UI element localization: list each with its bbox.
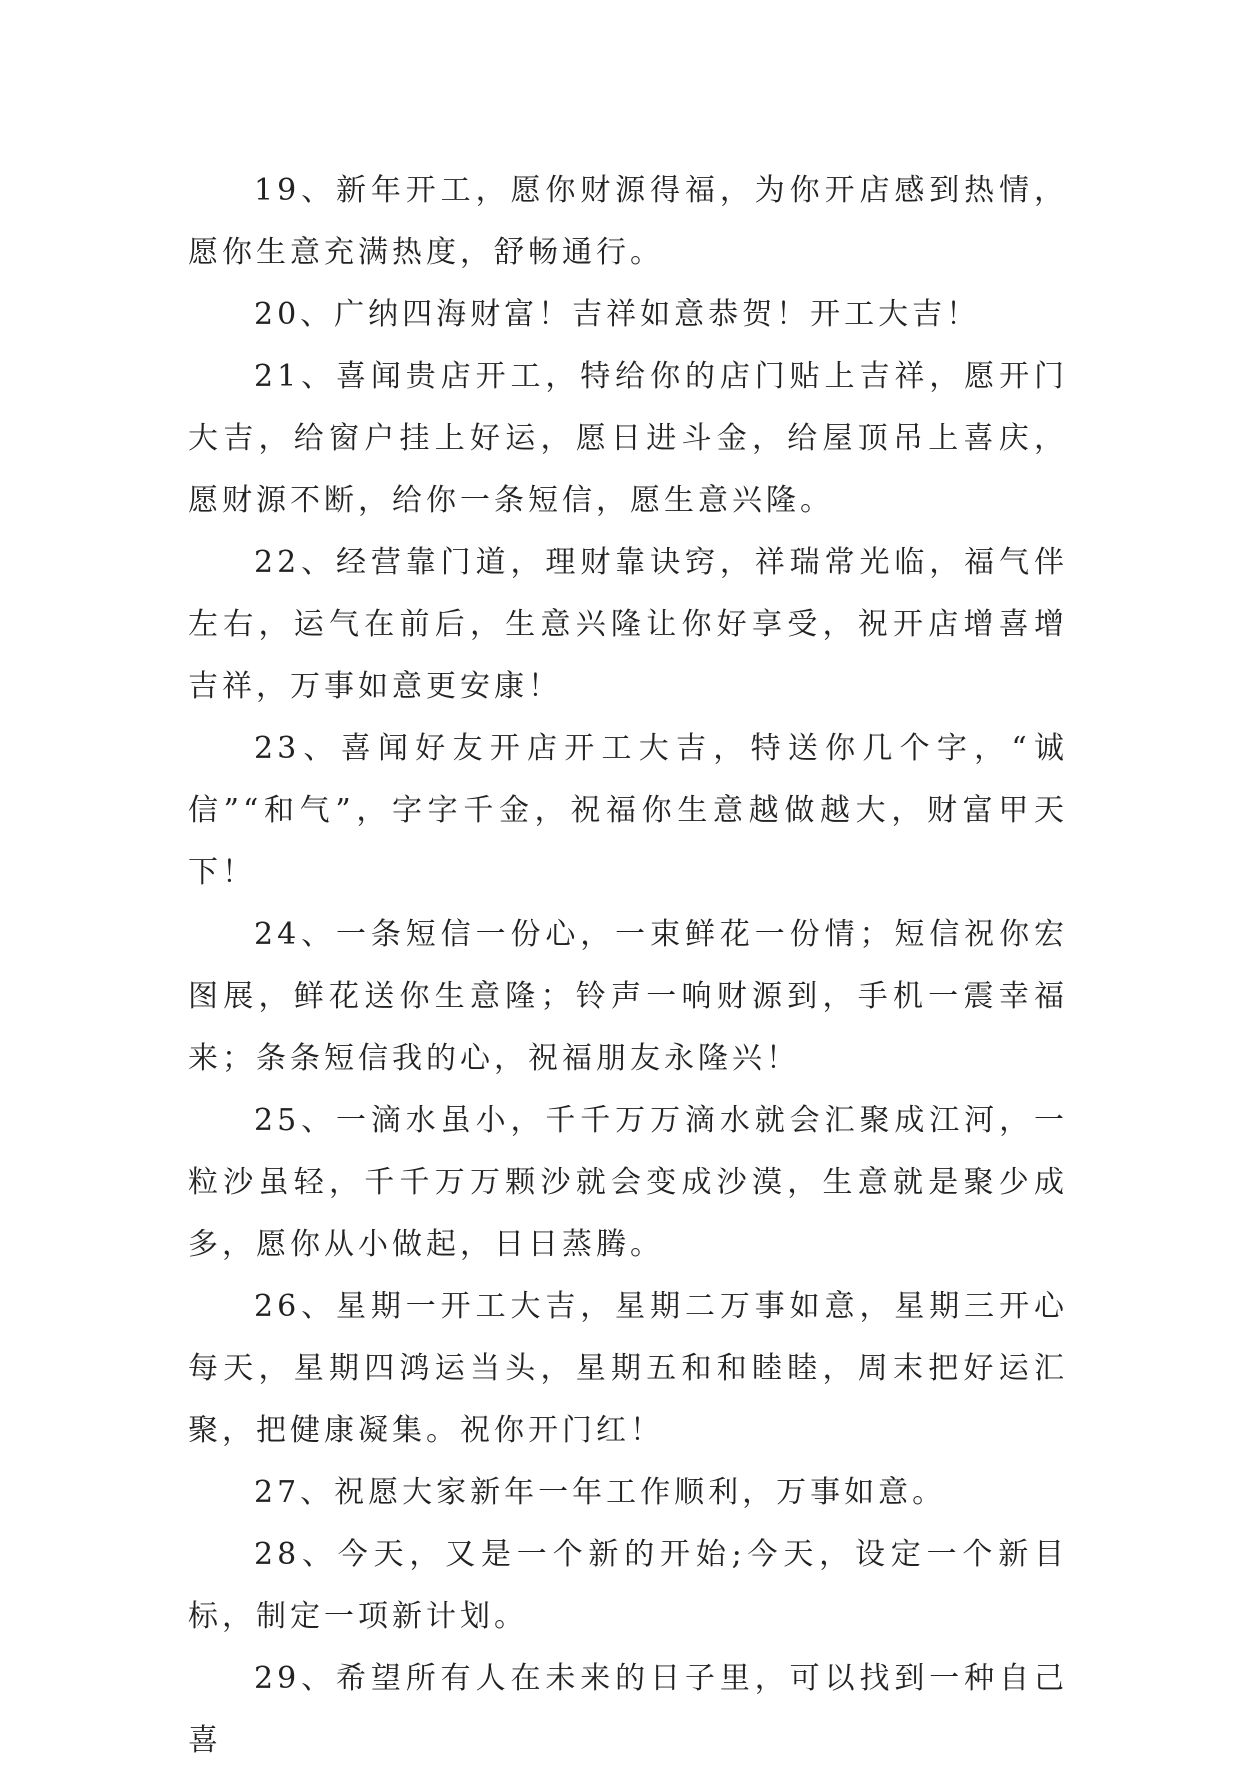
- paragraph-23: 23、喜闻好友开店开工大吉，特送你几个字，“诚信”“和气”，字字千金，祝福你生意越做越大，财富甲天下！: [188, 731, 1068, 890]
- paragraph-27: 27、祝愿大家新年一年工作顺利，万事如意。: [254, 1475, 947, 1510]
- paragraph-24: 24、一条短信一份心，一束鲜花一份情；短信祝你宏图展，鲜花送你生意隆；铃声一响财源到，手机一震幸福来；条条短信我的心，祝福朋友永隆兴！: [188, 917, 1068, 1076]
- paragraph-21: 21、喜闻贵店开工，特给你的店门贴上吉祥，愿开门大吉，给窗户挂上好运，愿日进斗金，给屋顶吊上喜庆，愿财源不断，给你一条短信，愿生意兴隆。: [188, 359, 1068, 518]
- paragraph-22: 22、经营靠门道，理财靠诀窍，祥瑞常光临，福气伴左右，运气在前后，生意兴隆让你好享受，祝开店增喜增吉祥，万事如意更安康！: [188, 545, 1068, 704]
- paragraph-29: 29、希望所有人在未来的日子里，可以找到一种自己喜: [188, 1661, 1068, 1758]
- paragraph-26: 26、星期一开工大吉，星期二万事如意，星期三开心每天，星期四鸿运当头，星期五和和睦睦，周末把好运汇聚，把健康凝集。祝你开门红！: [188, 1289, 1068, 1448]
- document-body: [188, 160, 1068, 1772]
- paragraph-25: 25、一滴水虽小，千千万万滴水就会汇聚成江河，一粒沙虽轻，千千万万颗沙就会变成沙漠，生意就是聚少成多，愿你从小做起，日日蒸腾。: [188, 1103, 1068, 1262]
- paragraph-19: 19、新年开工，愿你财源得福，为你开店感到热情，愿你生意充满热度，舒畅通行。: [188, 173, 1068, 270]
- paragraph-20: 20、广纳四海财富！吉祥如意恭贺！开工大吉！: [254, 297, 981, 332]
- paragraph-28: 28、今天，又是一个新的开始;今天，设定一个新目标，制定一项新计划。: [188, 1537, 1068, 1634]
